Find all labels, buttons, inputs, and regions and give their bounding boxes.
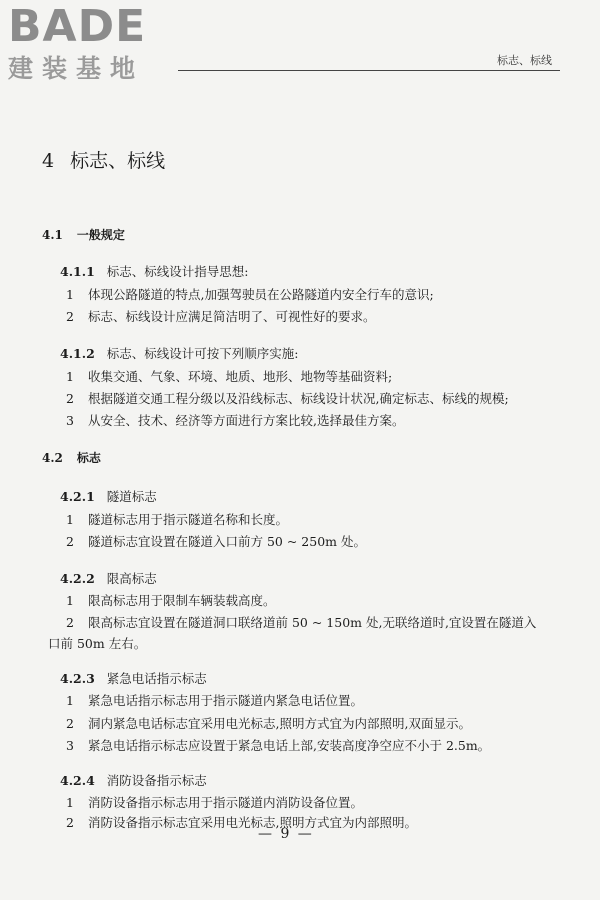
list-item: [66, 813, 417, 831]
item-text: 从安全、技术、经济等方面进行方案比较,选择最佳方案。: [88, 413, 405, 428]
item-text: 紧急电话指示标志应设置于紧急电话上部,安装高度净空应不小于 2.5m。: [88, 738, 491, 753]
clause-number: 4.1.2: [60, 346, 95, 361]
section-number: 4.2: [42, 451, 63, 465]
list-item: [66, 389, 509, 407]
item-text: 根据隧道交通工程分级以及沿线标志、标线设计状况,确定标志、标线的规模;: [88, 391, 509, 406]
item-number: 1: [66, 287, 74, 302]
item-number: 1: [66, 693, 74, 708]
clause-heading: [60, 262, 249, 280]
list-item: [66, 510, 288, 528]
list-item: [66, 307, 376, 325]
item-text: 隧道标志用于指示隧道名称和长度。: [88, 512, 289, 527]
clause-heading: [60, 771, 207, 789]
list-item: [66, 285, 434, 303]
section-number: 4.1: [42, 228, 63, 242]
item-number: 1: [66, 369, 74, 384]
clause-number: 4.2.2: [60, 571, 95, 586]
section-heading: [42, 226, 125, 243]
clause-title: 标志、标线设计可按下列顺序实施:: [106, 346, 299, 361]
item-number: 1: [66, 512, 74, 527]
list-item: [66, 691, 363, 709]
clause-heading: [60, 487, 157, 505]
list-item: [66, 367, 392, 385]
list-item: [66, 793, 363, 811]
item-text: 消防设备指示标志用于指示隧道内消防设备位置。: [88, 795, 364, 810]
item-text: 洞内紧急电话标志宜采用电光标志,照明方式宜为内部照明,双面显示。: [88, 716, 471, 731]
item-text: 消防设备指示标志宜采用电光标志,照明方式宜为内部照明。: [88, 815, 417, 830]
list-item: [66, 411, 404, 429]
list-item: [66, 736, 490, 754]
item-text: 收集交通、气象、环境、地质、地形、地物等基础资料;: [88, 369, 393, 384]
list-item: [66, 591, 276, 609]
list-item: [66, 714, 471, 732]
item-number: 2: [66, 534, 74, 549]
item-text: 限高标志用于限制车辆装载高度。: [88, 593, 276, 608]
item-text: 标志、标线设计应满足简洁明了、可视性好的要求。: [88, 309, 376, 324]
running-header: 标志、标线: [497, 54, 552, 67]
item-number: 2: [66, 716, 74, 731]
clause-heading: [60, 569, 157, 587]
item-text: 紧急电话指示标志用于指示隧道内紧急电话位置。: [88, 693, 364, 708]
clause-number: 4.2.4: [60, 773, 95, 788]
item-number: 3: [66, 738, 74, 753]
clause-title: 限高标志: [106, 571, 157, 586]
clause-heading: [60, 669, 207, 687]
item-number: 2: [66, 309, 74, 324]
logo-subtitle: 建装基地: [8, 54, 145, 83]
section-heading: [42, 449, 101, 466]
clause-title: 隧道标志: [106, 489, 157, 504]
clause-heading: [60, 344, 299, 362]
item-number: 1: [66, 795, 74, 810]
list-item: [66, 532, 366, 550]
clause-title: 消防设备指示标志: [106, 773, 207, 788]
list-item: [66, 613, 536, 631]
item-number: 1: [66, 593, 74, 608]
header-rule: [178, 70, 560, 71]
item-text: 限高标志宜设置在隧道洞口联络道前 50 ~ 150m 处,无联络道时,宜设置在隧道入: [88, 615, 537, 630]
page-number: — 9 —: [258, 826, 314, 842]
clause-number: 4.2.3: [60, 671, 95, 686]
item-number: 2: [66, 615, 74, 630]
section-title: 一般规定: [76, 228, 125, 242]
item-number: 2: [66, 815, 74, 830]
clause-title: 标志、标线设计指导思想:: [106, 264, 249, 279]
item-text: 隧道标志宜设置在隧道入口前方 50 ~ 250m 处。: [88, 534, 366, 549]
item-number: 3: [66, 413, 74, 428]
chapter-number: 4: [42, 150, 55, 172]
chapter-title: 标志、标线: [70, 150, 166, 172]
chapter-heading: [42, 146, 165, 173]
clause-number: 4.2.1: [60, 489, 95, 504]
bade-logo: [8, 1, 147, 84]
logo-main: BADE: [8, 1, 147, 52]
item-text: 体现公路隧道的特点,加强驾驶员在公路隧道内安全行车的意识;: [88, 287, 434, 302]
section-title: 标志: [76, 451, 101, 465]
item-continuation: 口前 50m 左右。: [48, 636, 147, 651]
clause-number: 4.1.1: [60, 264, 95, 279]
clause-title: 紧急电话指示标志: [106, 671, 207, 686]
item-number: 2: [66, 391, 74, 406]
